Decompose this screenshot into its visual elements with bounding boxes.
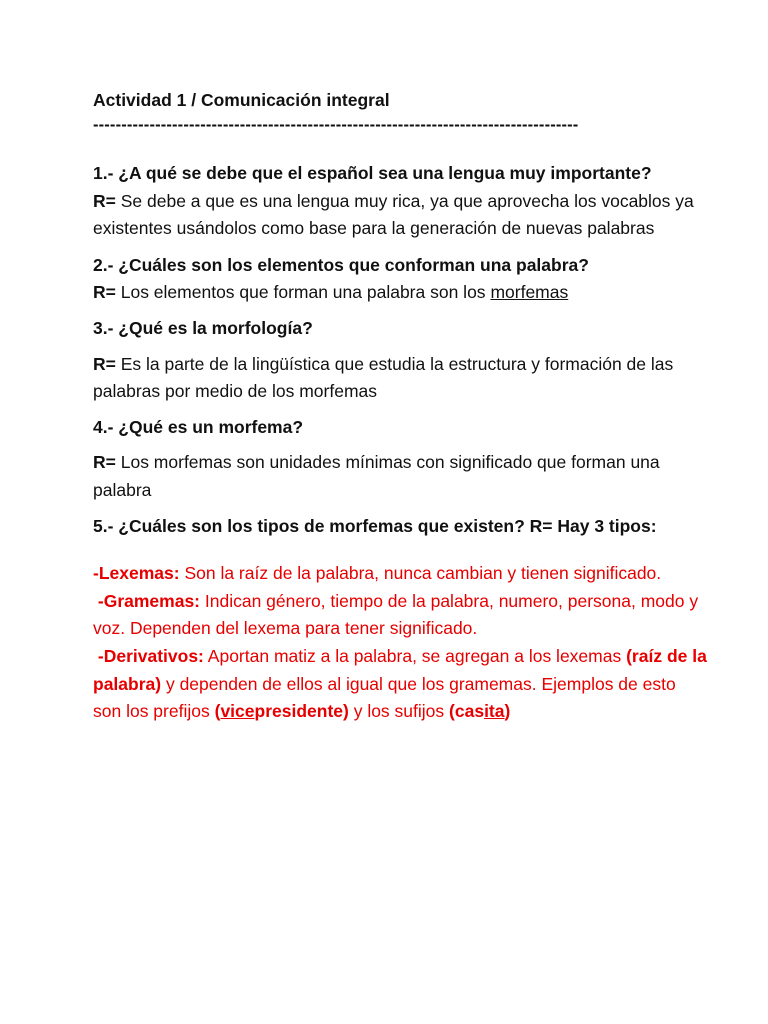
type-gramemas xyxy=(93,588,708,643)
answer-4-text: Los morfemas son unidades mínimas con significado que forman una palabra xyxy=(93,452,660,500)
question-4: 4.- ¿Qué es un morfema? xyxy=(93,416,304,437)
lexemas-text: Son la raíz de la palabra, nunca cambian y tienen significado. xyxy=(184,563,662,584)
example-prefix-underlined: vice xyxy=(220,701,255,722)
answer-2-text: Los elementos que forman una palabra son los xyxy=(120,282,486,303)
answer-prefix: R= xyxy=(93,452,116,473)
example-prefix xyxy=(215,701,349,721)
answer-prefix: R= xyxy=(93,353,116,374)
derivativos-label: -Derivativos: xyxy=(97,645,204,666)
question-5: 5.- ¿Cuáles son los tipos de morfemas que existen? R= Hay 3 tipos: xyxy=(93,515,657,536)
question-block-5 xyxy=(93,513,708,541)
gramemas-text: Indican género, tiempo de la palabra, numero, persona, modo y voz. Dependen del lexema para tener significado. xyxy=(93,590,699,639)
derivativos-text-1: Aportan matiz a la palabra, se agregan a los lexemas xyxy=(207,645,622,666)
example-suffix-open: (cas xyxy=(449,701,485,722)
example-suffix-underlined: ita xyxy=(484,701,505,722)
question-2: 2.- ¿Cuáles son los elementos que conforman una palabra? xyxy=(93,254,589,275)
answer-2 xyxy=(93,279,708,307)
derivativos-text-2: y dependen de ellos al igual que los gramemas. Ejemplos de esto son los prefijos xyxy=(93,673,676,722)
answer-1-text: Se debe a que es una lengua muy rica, ya que aprovecha los vocablos ya existentes usándolos como base para la generación de nuevas palabras xyxy=(93,190,694,239)
example-prefix-open: ( xyxy=(214,701,221,722)
answer-prefix: R= xyxy=(93,190,116,211)
answer-4 xyxy=(93,449,708,504)
derivativos-bold-1: (raíz de la palabra) xyxy=(93,645,707,694)
type-derivativos xyxy=(93,643,708,726)
document-title: Actividad 1 / Comunicación integral xyxy=(93,90,390,110)
answer-2-underlined: morfemas xyxy=(490,282,569,303)
question-block-4 xyxy=(93,414,708,505)
lexemas-label: -Lexemas: xyxy=(93,563,180,584)
type-lexemas xyxy=(93,560,708,588)
example-prefix-rest: presidente) xyxy=(254,701,349,722)
gramemas-label: -Gramemas: xyxy=(97,590,201,611)
question-block-2 xyxy=(93,252,708,307)
question-block-1 xyxy=(93,160,708,243)
answer-prefix: R= xyxy=(93,282,116,303)
derivativos-text-3: y los sufijos xyxy=(353,701,445,722)
question-1: 1.- ¿A qué se debe que el español sea una lengua muy importante? xyxy=(93,163,652,183)
question-3: 3.- ¿Qué es la morfología? xyxy=(93,317,313,338)
answer-3-text: Es la parte de la lingüística que estudia la estructura y formación de las palabras por medio de los morfemas xyxy=(93,353,674,402)
answer-3 xyxy=(93,351,708,406)
question-block-3 xyxy=(93,315,708,406)
example-suffix xyxy=(449,701,510,721)
morpheme-types xyxy=(93,560,708,726)
answer-1 xyxy=(93,188,708,243)
example-suffix-close: ) xyxy=(504,701,511,722)
dashed-divider: -------------------------------------------------------------------------------------- xyxy=(93,116,579,134)
